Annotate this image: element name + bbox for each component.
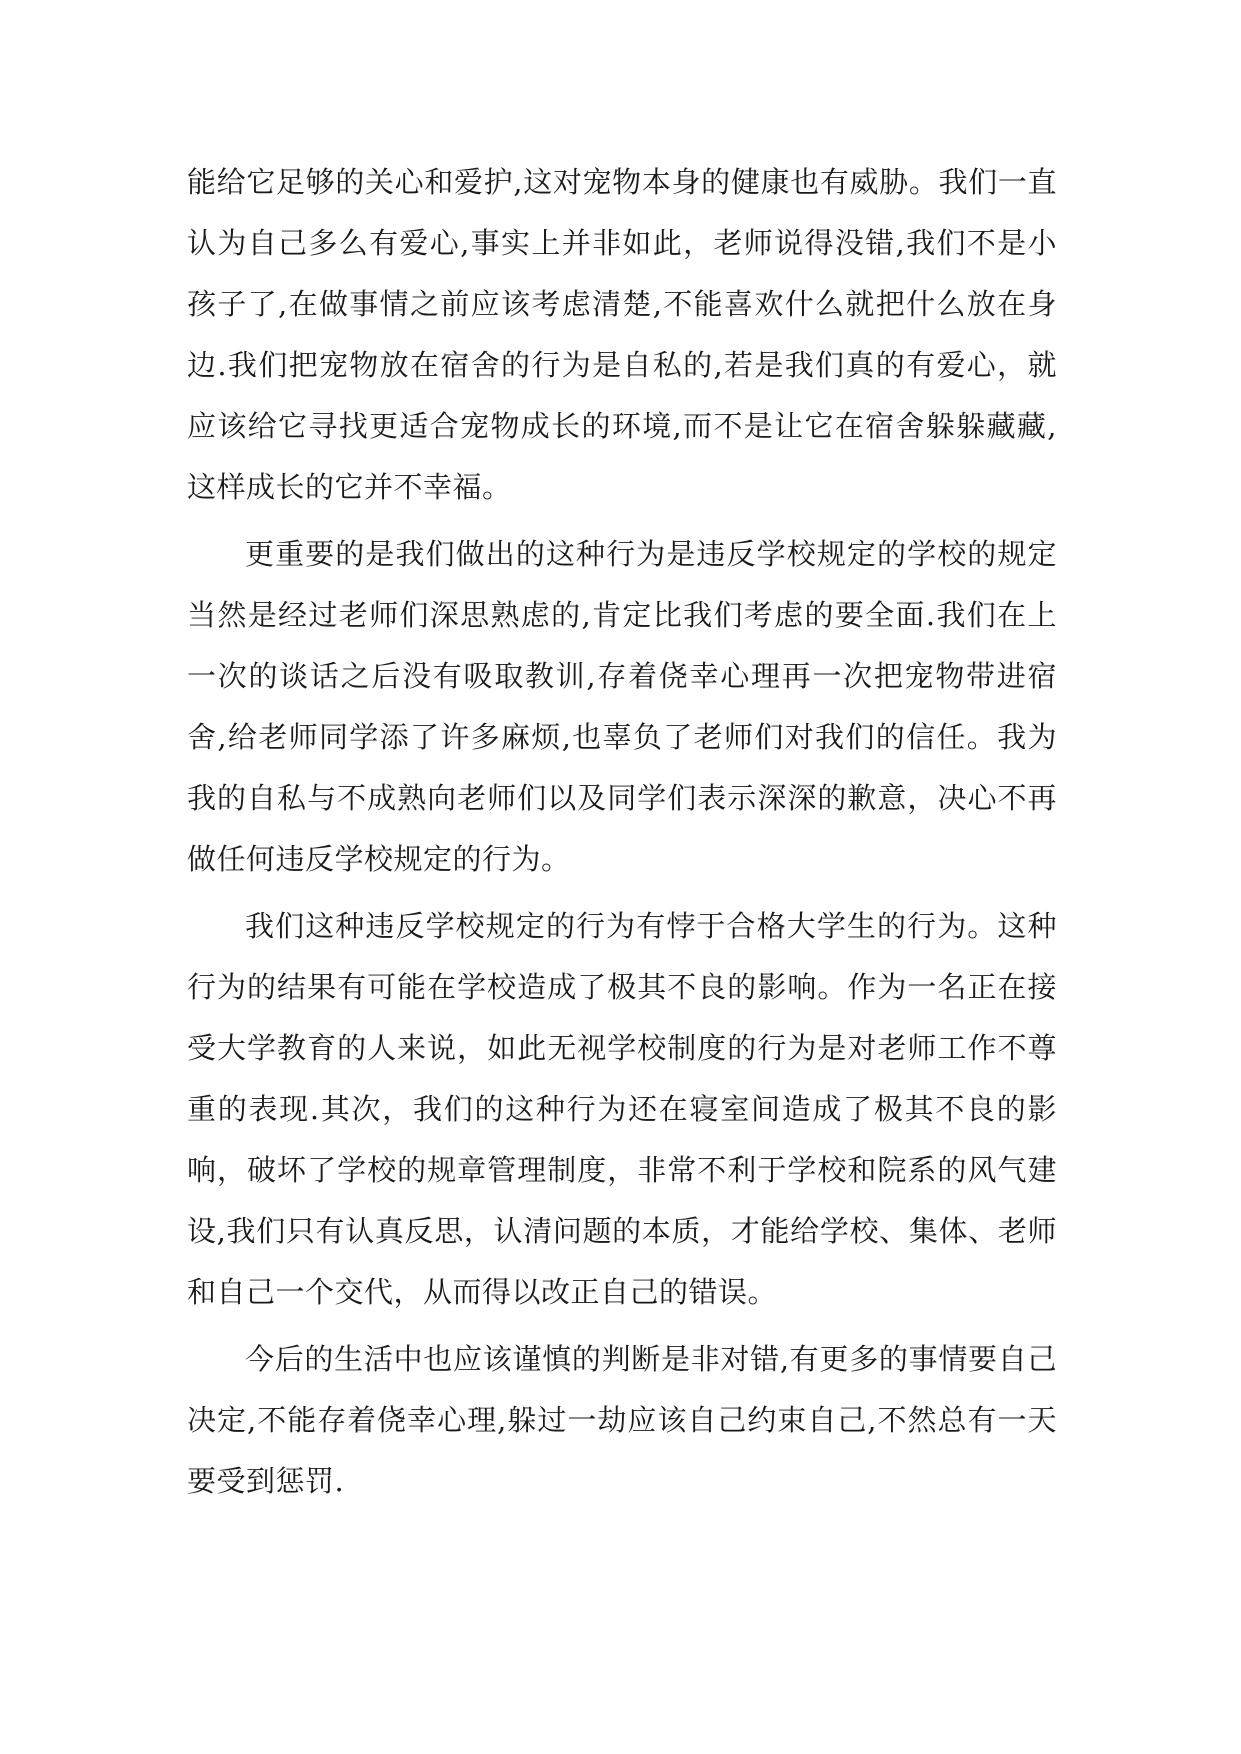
paragraph-1: 能给它足够的关心和爱护,这对宠物本身的健康也有威胁。我们一直认为自己多么有爱心,事实上并非如此，老师说得没错,我们不是小孩子了,在做事情之前应该考虑清楚,不能喜欢什么就把什么放在身边.我们把宠物放在宿舍的行为是自私的,若是我们真的有爱心，就应该给它寻找更适合宠物成长的环境,而不是让它在宿舍躲躲藏藏,这样成长的它并不幸福。 <box>187 165 1057 504</box>
paragraph-2: 更重要的是我们做出的这种行为是违反学校规定的学校的规定当然是经过老师们深思熟虑的,肯定比我们考虑的要全面.我们在上一次的谈话之后没有吸取教训,存着侥幸心理再一次把宠物带进宿舍,给老师同学添了许多麻烦,也辜负了老师们对我们的信任。我为我的自私与不成熟向老师们以及同学们表示深深的歉意，决心不再做任何违反学校规定的行为。 <box>187 537 1057 876</box>
paragraph-3: 我们这种违反学校规定的行为有悖于合格大学生的行为。这种行为的结果有可能在学校造成了极其不良的影响。作为一名正在接受大学教育的人来说，如此无视学校制度的行为是对老师工作不尊重的表现.其次，我们的这种行为还在寝室间造成了极其不良的影响，破坏了学校的规章管理制度，非常不利于学校和院系的风气建设,我们只有认真反思，认清问题的本质，才能给学校、集体、老师和自己一个交代，从而得以改正自己的错误。 <box>187 909 1057 1309</box>
paragraph-4: 今后的生活中也应该谨慎的判断是非对错,有更多的事情要自己决定,不能存着侥幸心理,躲过一劫应该自己约束自己,不然总有一天要受到惩罚. <box>187 1342 1057 1498</box>
document-body <box>187 152 1057 1518</box>
